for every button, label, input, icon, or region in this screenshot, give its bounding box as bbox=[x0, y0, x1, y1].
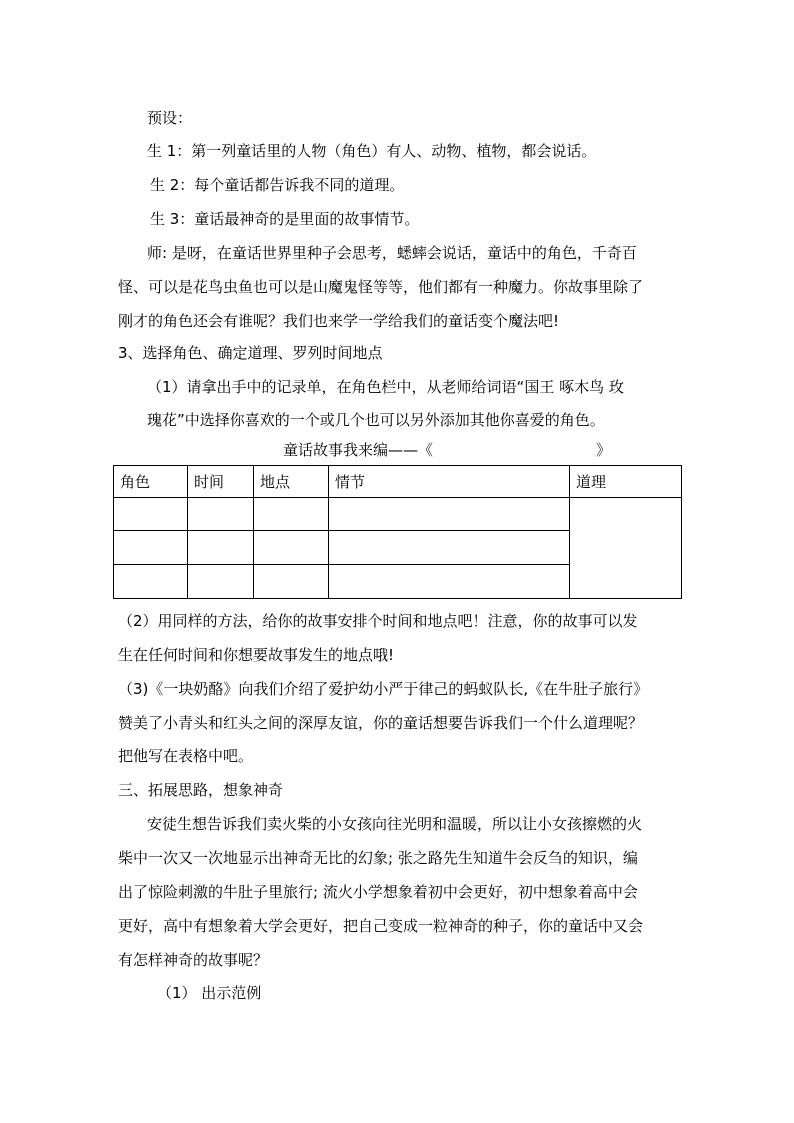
step-2-line-2: 生在任何时间和你想要故事发生的地点哦! bbox=[118, 646, 395, 664]
teacher-line-2: 怪、可以是花鸟虫鱼也可以是山魔鬼怪等等，他们都有一种魔力。你故事里除了 bbox=[118, 278, 644, 296]
paragraph-line-3: 出了惊险刺激的牛肚子里旅行; 流火小学想象着初中会更好，初中想象着高中会 bbox=[118, 883, 638, 901]
header-role: 角色 bbox=[114, 466, 188, 498]
table-row bbox=[114, 497, 682, 531]
role-cell[interactable] bbox=[114, 497, 188, 531]
header-place: 地点 bbox=[254, 466, 329, 498]
section-3-heading: 3、选择角色、确定道理、罗列时间地点 bbox=[118, 344, 383, 362]
header-time: 时间 bbox=[188, 466, 254, 498]
step-1-line-2: 瑰花”中选择你喜欢的一个或几个也可以另外添加其他你喜爱的角色。 bbox=[147, 411, 605, 429]
step-3-line-3: 把他写在表格中吧。 bbox=[118, 747, 254, 765]
role-cell[interactable] bbox=[114, 565, 188, 599]
role-cell[interactable] bbox=[114, 531, 188, 565]
plot-cell[interactable] bbox=[329, 565, 570, 599]
moral-cell[interactable] bbox=[570, 497, 682, 598]
header-plot: 情节 bbox=[329, 466, 570, 498]
place-cell[interactable] bbox=[254, 531, 329, 565]
step-2-line-1: （2）用同样的方法，给你的故事安排个时间和地点吧！注意，你的故事可以发 bbox=[118, 612, 638, 630]
time-cell[interactable] bbox=[188, 565, 254, 599]
presets-heading: 预设： bbox=[147, 109, 193, 127]
plot-cell[interactable] bbox=[329, 531, 570, 565]
show-example-line: （1） 出示范例 bbox=[157, 984, 262, 1002]
student-3-line: 生 3：童话最神奇的是里面的故事情节。 bbox=[150, 210, 420, 228]
student-2-line: 生 2：每个童话都告诉我不同的道理。 bbox=[150, 176, 405, 194]
table-title-right: 》 bbox=[596, 441, 612, 459]
paragraph-line-1: 安徒生想告诉我们卖火柴的小女孩向往光明和温暖，所以让小女孩擦燃的火 bbox=[147, 815, 643, 833]
header-moral: 道理 bbox=[570, 466, 682, 498]
paragraph-line-2: 柴中一次又一次地显示出神奇无比的幻象; 张之路先生知道牛会反刍的知识，编 bbox=[118, 849, 638, 867]
student-1-line: 生 1：第一列童话里的人物（角色）有人、动物、植物，都会说话。 bbox=[147, 142, 597, 160]
section-three-heading: 三、拓展思路，想象神奇 bbox=[118, 781, 284, 799]
teacher-line-1: 师: 是呀，在童话世界里种子会思考，蟋蟀会说话，童话中的角色，千奇百 bbox=[147, 244, 637, 262]
place-cell[interactable] bbox=[254, 565, 329, 599]
step-3-line-2: 赞美了小青头和红头之间的深厚友谊，你的童话想要告诉我们一个什么道理呢？ bbox=[118, 714, 644, 732]
story-record-table bbox=[113, 465, 682, 599]
time-cell[interactable] bbox=[188, 497, 254, 531]
place-cell[interactable] bbox=[254, 497, 329, 531]
table-title-left: 童话故事我来编——《 bbox=[283, 441, 434, 459]
time-cell[interactable] bbox=[188, 531, 254, 565]
step-3-line-1: （3)《一块奶酪》向我们介绍了爱护幼小严于律己的蚂蚁队长,《在牛肚子旅行》 bbox=[118, 680, 649, 698]
paragraph-line-5: 有怎样神奇的故事呢？ bbox=[118, 951, 269, 969]
plot-cell[interactable] bbox=[329, 497, 570, 531]
paragraph-line-4: 更好，高中有想象着大学会更好，把自己变成一粒神奇的种子，你的童话中又会 bbox=[118, 917, 644, 935]
step-1-line-1: （1）请拿出手中的记录单，在角色栏中，从老师给词语“国王 啄木鸟 玫 bbox=[147, 378, 624, 396]
teacher-line-3: 刚才的角色还会有谁呢？我们也来学一学给我们的童话变个魔法吧! bbox=[118, 312, 560, 330]
